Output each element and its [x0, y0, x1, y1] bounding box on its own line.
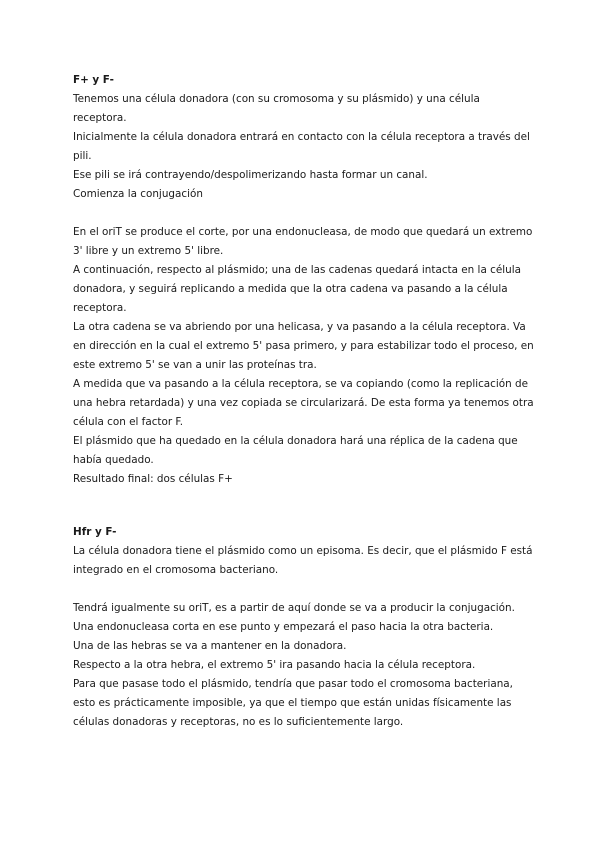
paragraph: Una de las hebras se va a mantener en la donadora. [73, 640, 347, 652]
paragraph: En el oriT se produce el corte, por una endonucleasa, de modo que quedará un extremo 3' libre y un extremo 5' libre. [73, 226, 533, 257]
paragraph: El plásmido que ha quedado en la célula donadora hará una réplica de la cadena que había quedado. [73, 435, 518, 466]
paragraph: Resultado final: dos células F+ [73, 473, 233, 485]
paragraph: La célula donadora tiene el plásmido como un episoma. Es decir, que el plásmido F está integrado en el cromosoma bacteriano. [73, 545, 533, 576]
blank-line [73, 204, 535, 223]
paragraph: Una endonucleasa corta en ese punto y empezará el paso hacia la otra bacteria. [73, 621, 494, 633]
paragraph: La otra cadena se va abriendo por una helicasa, y va pasando a la célula receptora. Va en dirección en la cual el extremo 5' pasa primero, y para estabilizar todo el proceso, en este extremo 5' se van a unir las proteínas tra. [73, 321, 534, 371]
section-hfr-f-minus [73, 523, 535, 732]
paragraph: Para que pasase todo el plásmido, tendría que pasar todo el cromosoma bacteriana, esto es prácticamente imposible, ya que el tiempo que están unidas físicamente las células donadoras y receptoras, no es lo suficientemente largo. [73, 678, 513, 728]
paragraph: Comienza la conjugación [73, 188, 203, 200]
paragraph: Tendrá igualmente su oriT, es a partir de aquí donde se va a producir la conjugación. [73, 602, 515, 614]
paragraph: A medida que va pasando a la célula receptora, se va copiando (como la replicación de una hebra retardada) y una vez copiada se circularizará. De esta forma ya tenemos otra célula con el factor F. [73, 378, 534, 428]
paragraph: A continuación, respecto al plásmido; una de las cadenas quedará intacta en la célula donadora, y seguirá replicando a medida que la otra cadena va pasando a la célula receptora. [73, 264, 521, 314]
paragraph: Tenemos una célula donadora (con su cromosoma y su plásmido) y una célula receptora. [73, 93, 480, 124]
paragraph: Inicialmente la célula donadora entrará en contacto con la célula receptora a través del pili. [73, 131, 530, 162]
paragraph: Ese pili se irá contrayendo/despolimerizando hasta formar un canal. [73, 169, 428, 181]
section-heading: F+ y F- [73, 74, 114, 86]
section-f-plus-f-minus [73, 71, 535, 489]
paragraph: Respecto a la otra hebra, el extremo 5' ira pasando hacia la célula receptora. [73, 659, 476, 671]
blank-line [73, 580, 535, 599]
section-heading: Hfr y F- [73, 526, 117, 538]
